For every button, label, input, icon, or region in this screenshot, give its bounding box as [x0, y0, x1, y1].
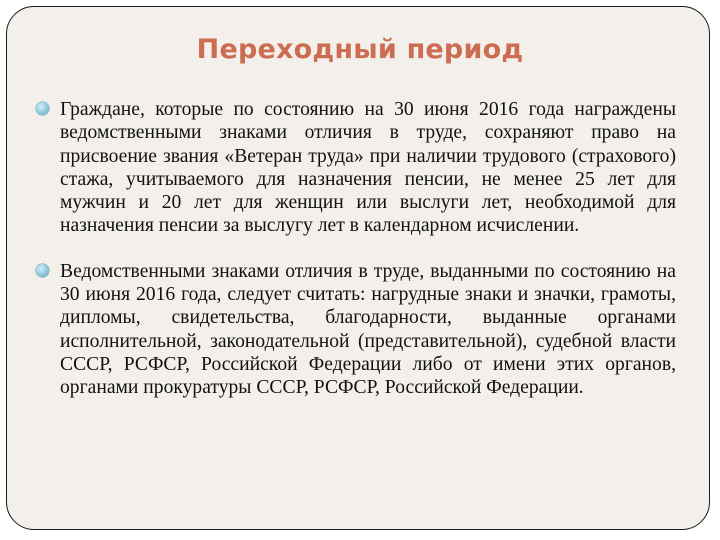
bullet-icon	[36, 102, 49, 115]
bullet-list	[36, 98, 676, 400]
bullet-item	[36, 260, 676, 400]
bullet-item	[36, 98, 676, 238]
bullet-text: Ведомственными знаками отличия в труде, выданными по состоянию на 30 июня 2016 года, следует считать: нагрудные знаки и значки, грамоты, дипломы, свидетельства, благодарности, выданные органами исполнительной, законодательной (представительной), судебной власти СССР, РСФСР, Российской Федерации либо от имени этих органов, органами прокуратуры СССР, РСФСР, Российской Федерации.	[60, 260, 676, 399]
bullet-icon	[36, 264, 49, 277]
slide-title: Переходный период	[196, 34, 524, 65]
bullet-text: Граждане, которые по состоянию на 30 июня 2016 года награждены ведомственными знаками отличия в труде, сохраняют право на присвоение звания «Ветеран труда» при наличии трудового (страхового) стажа, учитываемого для назначения пенсии, не менее 25 лет для мужчин и 20 лет для женщин или выслуги лет, необходимой для назначения пенсии за выслугу лет в календарном исчислении.	[60, 99, 676, 237]
